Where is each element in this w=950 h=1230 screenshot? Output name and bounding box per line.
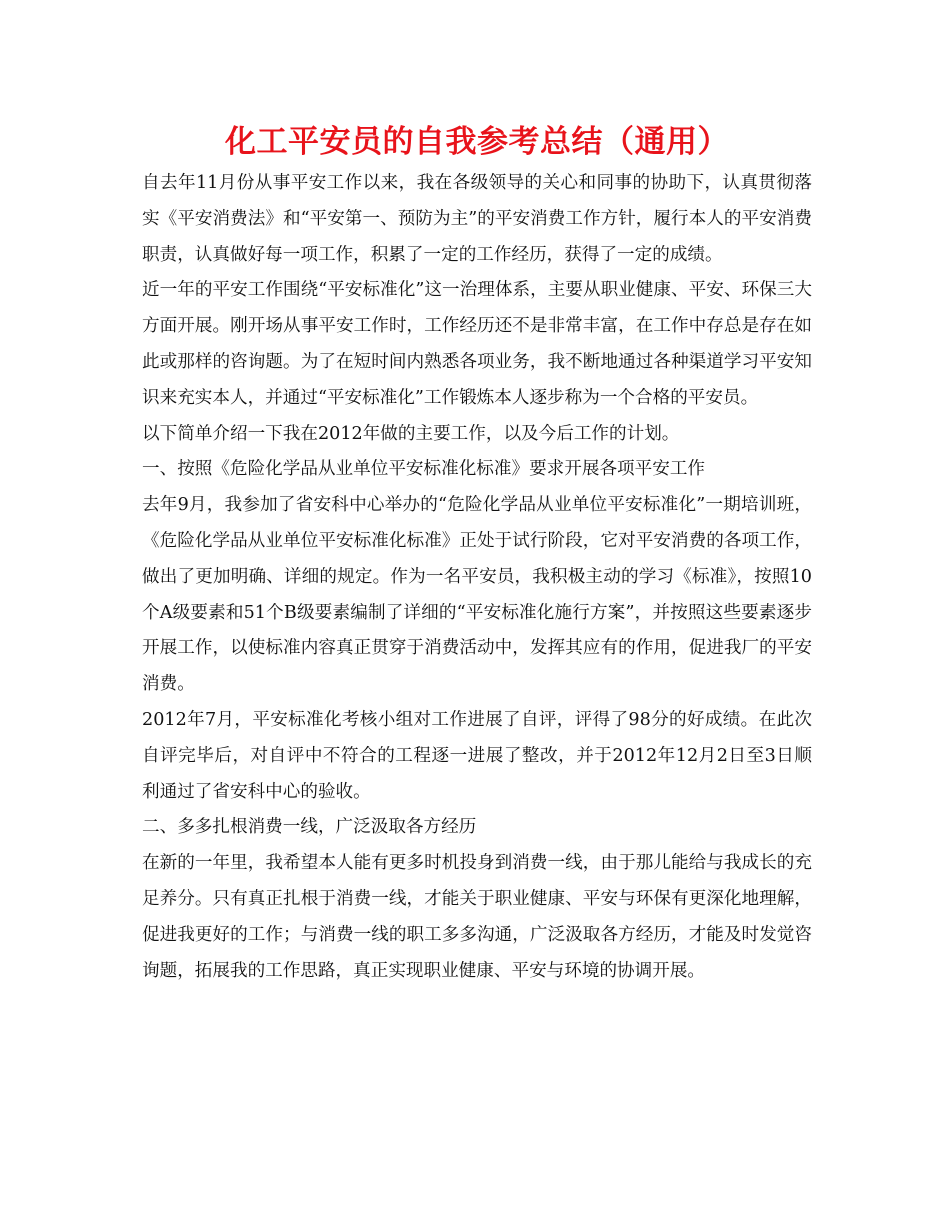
paragraph-assessment: 2012年7月，平安标准化考核小组对工作进展了自评，评得了98分的好成绩。在此次自评完毕后，对自评中不符合的工程逐一进展了整改，并于2012年12月2日至3日顺利通过了省安科中心的验收。 (142, 709, 812, 802)
paragraph-frontline: 在新的一年里，我希望本人能有更多时机投身到消费一线，由于那儿能给与我成长的充足养分。只有真正扎根于消费一线，才能关于职业健康、平安与环保有更深化地理解，促进我更好的工作；与消费一线的职工多多沟通，广泛汲取各方经历，才能及时发觉咨询题，拓展我的工作思路，真正实现职业健康、平安与环境的协调开展。 (142, 853, 812, 981)
paragraph-overview: 以下简单介绍一下我在2012年做的主要工作，以及今后工作的计划。 (142, 423, 680, 444)
document-body (142, 166, 812, 989)
document-page (142, 118, 812, 989)
paragraph-intro: 自去年11月份从事平安工作以来，我在各级领导的关心和同事的协助下，认真贯彻落实《平安消费法》和“平安第一、预防为主”的平安消费工作方针，履行本人的平安消费职责，认真做好每一项工作，积累了一定的工作经历，获得了一定的成绩。 (142, 173, 812, 265)
paragraph-training: 去年9月，我参加了省安科中心举办的“危险化学品从业单位平安标准化”一期培训班，《危险化学品从业单位平安标准化标准》正处于试行阶段，它对平安消费的各项工作，做出了更加明确、详细的规定。作为一名平安员，我积极主动的学习《标准》，按照10个A级要素和51个B级要素编制了详细的“平安标准化施行方案”，并按照这些要素逐步开展工作，以使标准内容真正贯穿于消费活动中，发挥其应有的作用，促进我厂的平安消费。 (142, 495, 812, 695)
document-title: 化工平安员的自我参考总结（通用） (225, 124, 729, 160)
section-heading-1: 一、按照《危险化学品从业单位平安标准化标准》要求开展各项平安工作 (142, 459, 706, 480)
paragraph-standardization: 近一年的平安工作围绕“平安标准化”这一治理体系，主要从职业健康、平安、环保三大方面开展。刚开场从事平安工作时，工作经历还不是非常丰富，在工作中存总是存在如此或那样的咨询题。为了在短时间内熟悉各项业务，我不断地通过各种渠道学习平安知识来充实本人，并通过“平安标准化”工作锻炼本人逐步称为一个合格的平安员。 (142, 280, 812, 408)
section-heading-2: 二、多多扎根消费一线，广泛汲取各方经历 (142, 817, 477, 838)
